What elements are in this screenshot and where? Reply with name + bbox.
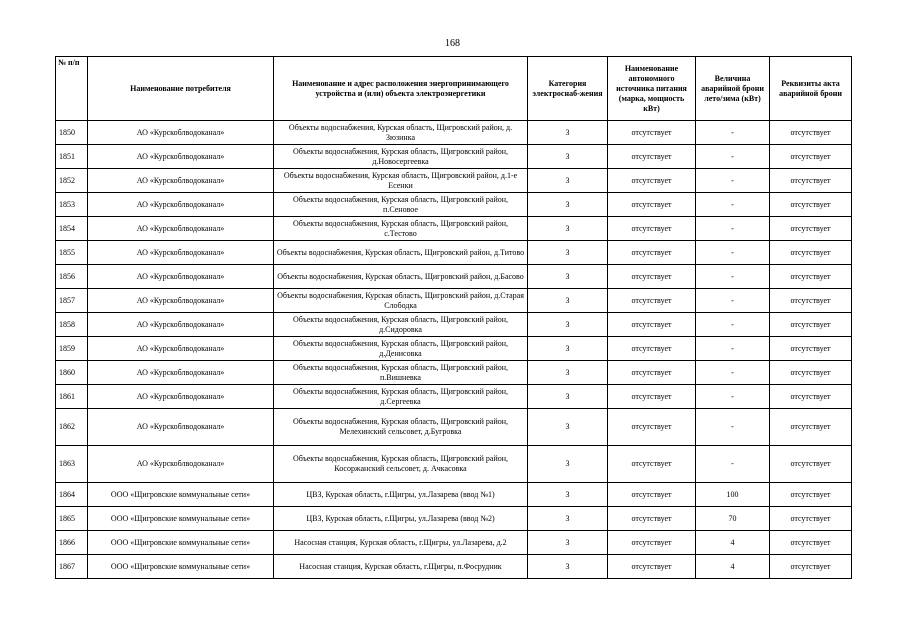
cell-object: Объекты водоснабжения, Курская область, Щигровский район, д.Денисовка xyxy=(274,337,528,361)
cell-reserve: - xyxy=(696,217,770,241)
cell-num: 1850 xyxy=(56,121,88,145)
cell-consumer: ООО «Щигровские коммунальные сети» xyxy=(88,531,274,555)
cell-consumer: АО «Курскоблводоканал» xyxy=(88,265,274,289)
cell-object: Объекты водоснабжения, Курская область, Щигровский район, д.Новосергеевка xyxy=(274,145,528,169)
cell-num: 1865 xyxy=(56,507,88,531)
table-row xyxy=(56,531,852,555)
cell-object: Объекты водоснабжения, Курская область, Щигровский район, д.Сергеевка xyxy=(274,385,528,409)
cell-category: 3 xyxy=(528,169,608,193)
table-row xyxy=(56,361,852,385)
table-row xyxy=(56,555,852,579)
cell-reserve: 4 xyxy=(696,531,770,555)
table-row xyxy=(56,385,852,409)
cell-act: отсутствует xyxy=(770,531,852,555)
header-source: Наименование автономного источника питания (марка, мощность кВт) xyxy=(608,57,696,121)
cell-act: отсутствует xyxy=(770,313,852,337)
cell-reserve: - xyxy=(696,361,770,385)
cell-reserve: - xyxy=(696,145,770,169)
cell-num: 1866 xyxy=(56,531,88,555)
cell-source: отсутствует xyxy=(608,313,696,337)
cell-act: отсутствует xyxy=(770,193,852,217)
cell-reserve: 70 xyxy=(696,507,770,531)
header-act: Реквизиты акта аварийной брони xyxy=(770,57,852,121)
cell-category: 3 xyxy=(528,313,608,337)
cell-act: отсутствует xyxy=(770,483,852,507)
table-row xyxy=(56,169,852,193)
cell-act: отсутствует xyxy=(770,217,852,241)
cell-source: отсутствует xyxy=(608,555,696,579)
table-row xyxy=(56,193,852,217)
cell-reserve: - xyxy=(696,313,770,337)
cell-object: ЦВЗ, Курская область, г.Щигры, ул.Лазарева (ввод №2) xyxy=(274,507,528,531)
cell-category: 3 xyxy=(528,265,608,289)
cell-object: Объекты водоснабжения, Курская область, Щигровский район, д.Сидоровка xyxy=(274,313,528,337)
cell-num: 1861 xyxy=(56,385,88,409)
cell-act: отсутствует xyxy=(770,409,852,446)
cell-object: ЦВЗ, Курская область, г.Щигры, ул.Лазарева (ввод №1) xyxy=(274,483,528,507)
cell-category: 3 xyxy=(528,289,608,313)
cell-source: отсутствует xyxy=(608,145,696,169)
cell-source: отсутствует xyxy=(608,361,696,385)
cell-consumer: ООО «Щигровские коммунальные сети» xyxy=(88,483,274,507)
cell-num: 1864 xyxy=(56,483,88,507)
cell-source: отсутствует xyxy=(608,507,696,531)
cell-num: 1858 xyxy=(56,313,88,337)
table-row xyxy=(56,337,852,361)
cell-consumer: АО «Курскоблводоканал» xyxy=(88,446,274,483)
cell-category: 3 xyxy=(528,193,608,217)
cell-object: Насосная станция, Курская область, г.Щигры, ул.Лазарева, д.2 xyxy=(274,531,528,555)
cell-category: 3 xyxy=(528,531,608,555)
cell-source: отсутствует xyxy=(608,193,696,217)
cell-consumer: АО «Курскоблводоканал» xyxy=(88,169,274,193)
table-row xyxy=(56,241,852,265)
cell-num: 1860 xyxy=(56,361,88,385)
table-row xyxy=(56,217,852,241)
cell-consumer: АО «Курскоблводоканал» xyxy=(88,385,274,409)
cell-category: 3 xyxy=(528,446,608,483)
cell-act: отсутствует xyxy=(770,385,852,409)
cell-source: отсутствует xyxy=(608,385,696,409)
cell-reserve: - xyxy=(696,121,770,145)
cell-object: Объекты водоснабжения, Курская область, Щигровский район, д.1-е Есенки xyxy=(274,169,528,193)
cell-object: Объекты водоснабжения, Курская область, Щигровский район, п.Вишневка xyxy=(274,361,528,385)
table-row xyxy=(56,446,852,483)
cell-category: 3 xyxy=(528,507,608,531)
cell-act: отсутствует xyxy=(770,169,852,193)
cell-category: 3 xyxy=(528,145,608,169)
cell-num: 1867 xyxy=(56,555,88,579)
cell-consumer: ООО «Щигровские коммунальные сети» xyxy=(88,555,274,579)
cell-num: 1853 xyxy=(56,193,88,217)
cell-source: отсутствует xyxy=(608,169,696,193)
table-row xyxy=(56,121,852,145)
cell-category: 3 xyxy=(528,361,608,385)
cell-consumer: АО «Курскоблводоканал» xyxy=(88,337,274,361)
cell-reserve: - xyxy=(696,337,770,361)
cell-consumer: АО «Курскоблводоканал» xyxy=(88,145,274,169)
cell-act: отсутствует xyxy=(770,507,852,531)
cell-consumer: АО «Курскоблводоканал» xyxy=(88,193,274,217)
cell-act: отсутствует xyxy=(770,361,852,385)
header-num: № п/п xyxy=(56,57,88,121)
cell-consumer: ООО «Щигровские коммунальные сети» xyxy=(88,507,274,531)
cell-source: отсутствует xyxy=(608,217,696,241)
cell-reserve: - xyxy=(696,193,770,217)
cell-consumer: АО «Курскоблводоканал» xyxy=(88,361,274,385)
cell-consumer: АО «Курскоблводоканал» xyxy=(88,289,274,313)
cell-category: 3 xyxy=(528,121,608,145)
header-consumer: Наименование потребителя xyxy=(88,57,274,121)
cell-source: отсутствует xyxy=(608,446,696,483)
cell-act: отсутствует xyxy=(770,121,852,145)
cell-act: отсутствует xyxy=(770,145,852,169)
cell-source: отсутствует xyxy=(608,121,696,145)
cell-source: отсутствует xyxy=(608,409,696,446)
cell-consumer: АО «Курскоблводоканал» xyxy=(88,217,274,241)
cell-category: 3 xyxy=(528,217,608,241)
cell-act: отсутствует xyxy=(770,289,852,313)
cell-reserve: - xyxy=(696,385,770,409)
cell-object: Объекты водоснабжения, Курская область, Щигровский район, д.Титово xyxy=(274,241,528,265)
cell-num: 1855 xyxy=(56,241,88,265)
cell-act: отсутствует xyxy=(770,446,852,483)
page-number: 168 xyxy=(445,38,460,49)
cell-num: 1852 xyxy=(56,169,88,193)
table-row xyxy=(56,507,852,531)
cell-act: отсутствует xyxy=(770,265,852,289)
cell-category: 3 xyxy=(528,409,608,446)
cell-source: отсутствует xyxy=(608,337,696,361)
cell-reserve: - xyxy=(696,265,770,289)
cell-reserve: - xyxy=(696,409,770,446)
cell-reserve: - xyxy=(696,289,770,313)
cell-act: отсутствует xyxy=(770,555,852,579)
cell-category: 3 xyxy=(528,483,608,507)
table-row xyxy=(56,145,852,169)
cell-source: отсутствует xyxy=(608,241,696,265)
header-category: Категория электроснаб-жения xyxy=(528,57,608,121)
cell-reserve: - xyxy=(696,446,770,483)
cell-num: 1857 xyxy=(56,289,88,313)
cell-consumer: АО «Курскоблводоканал» xyxy=(88,409,274,446)
cell-category: 3 xyxy=(528,385,608,409)
cell-object: Насосная станция, Курская область, г.Щигры, п.Фосрудник xyxy=(274,555,528,579)
cell-object: Объекты водоснабжения, Курская область, Щигровский район, д. Зюзинка xyxy=(274,121,528,145)
cell-source: отсутствует xyxy=(608,289,696,313)
table-body xyxy=(56,121,852,579)
cell-category: 3 xyxy=(528,241,608,265)
table-row xyxy=(56,313,852,337)
table-row xyxy=(56,409,852,446)
cell-num: 1859 xyxy=(56,337,88,361)
cell-num: 1851 xyxy=(56,145,88,169)
cell-object: Объекты водоснабжения, Курская область, Щигровский район, п.Сеновое xyxy=(274,193,528,217)
cell-reserve: - xyxy=(696,241,770,265)
header-reserve: Величина аварийной брони лето/зима (кВт) xyxy=(696,57,770,121)
emergency-reserve-table xyxy=(55,56,852,579)
cell-reserve: 4 xyxy=(696,555,770,579)
cell-consumer: АО «Курскоблводоканал» xyxy=(88,241,274,265)
cell-source: отсутствует xyxy=(608,531,696,555)
cell-category: 3 xyxy=(528,337,608,361)
cell-num: 1863 xyxy=(56,446,88,483)
cell-object: Объекты водоснабжения, Курская область, Щигровский район, с.Тестово xyxy=(274,217,528,241)
cell-num: 1854 xyxy=(56,217,88,241)
cell-act: отсутствует xyxy=(770,241,852,265)
cell-object: Объекты водоснабжения, Курская область, Щигровский район, Мелехинский сельсовет, д.Бугровка xyxy=(274,409,528,446)
cell-num: 1862 xyxy=(56,409,88,446)
cell-num: 1856 xyxy=(56,265,88,289)
cell-object: Объекты водоснабжения, Курская область, Щигровский район, Косоржанский сельсовет, д. Ачкасовка xyxy=(274,446,528,483)
cell-consumer: АО «Курскоблводоканал» xyxy=(88,313,274,337)
cell-object: Объекты водоснабжения, Курская область, Щигровский район, д.Басово xyxy=(274,265,528,289)
cell-consumer: АО «Курскоблводоканал» xyxy=(88,121,274,145)
table-row xyxy=(56,483,852,507)
table-header-row xyxy=(56,57,852,121)
cell-source: отсутствует xyxy=(608,483,696,507)
cell-reserve: - xyxy=(696,169,770,193)
cell-object: Объекты водоснабжения, Курская область, Щигровский район, д.Старая Слободка xyxy=(274,289,528,313)
cell-act: отсутствует xyxy=(770,337,852,361)
table-row xyxy=(56,289,852,313)
table-row xyxy=(56,265,852,289)
cell-category: 3 xyxy=(528,555,608,579)
header-object: Наименование и адрес расположения энергопринимающего устройства и (или) объекта электроэнергетики xyxy=(274,57,528,121)
cell-source: отсутствует xyxy=(608,265,696,289)
cell-reserve: 100 xyxy=(696,483,770,507)
